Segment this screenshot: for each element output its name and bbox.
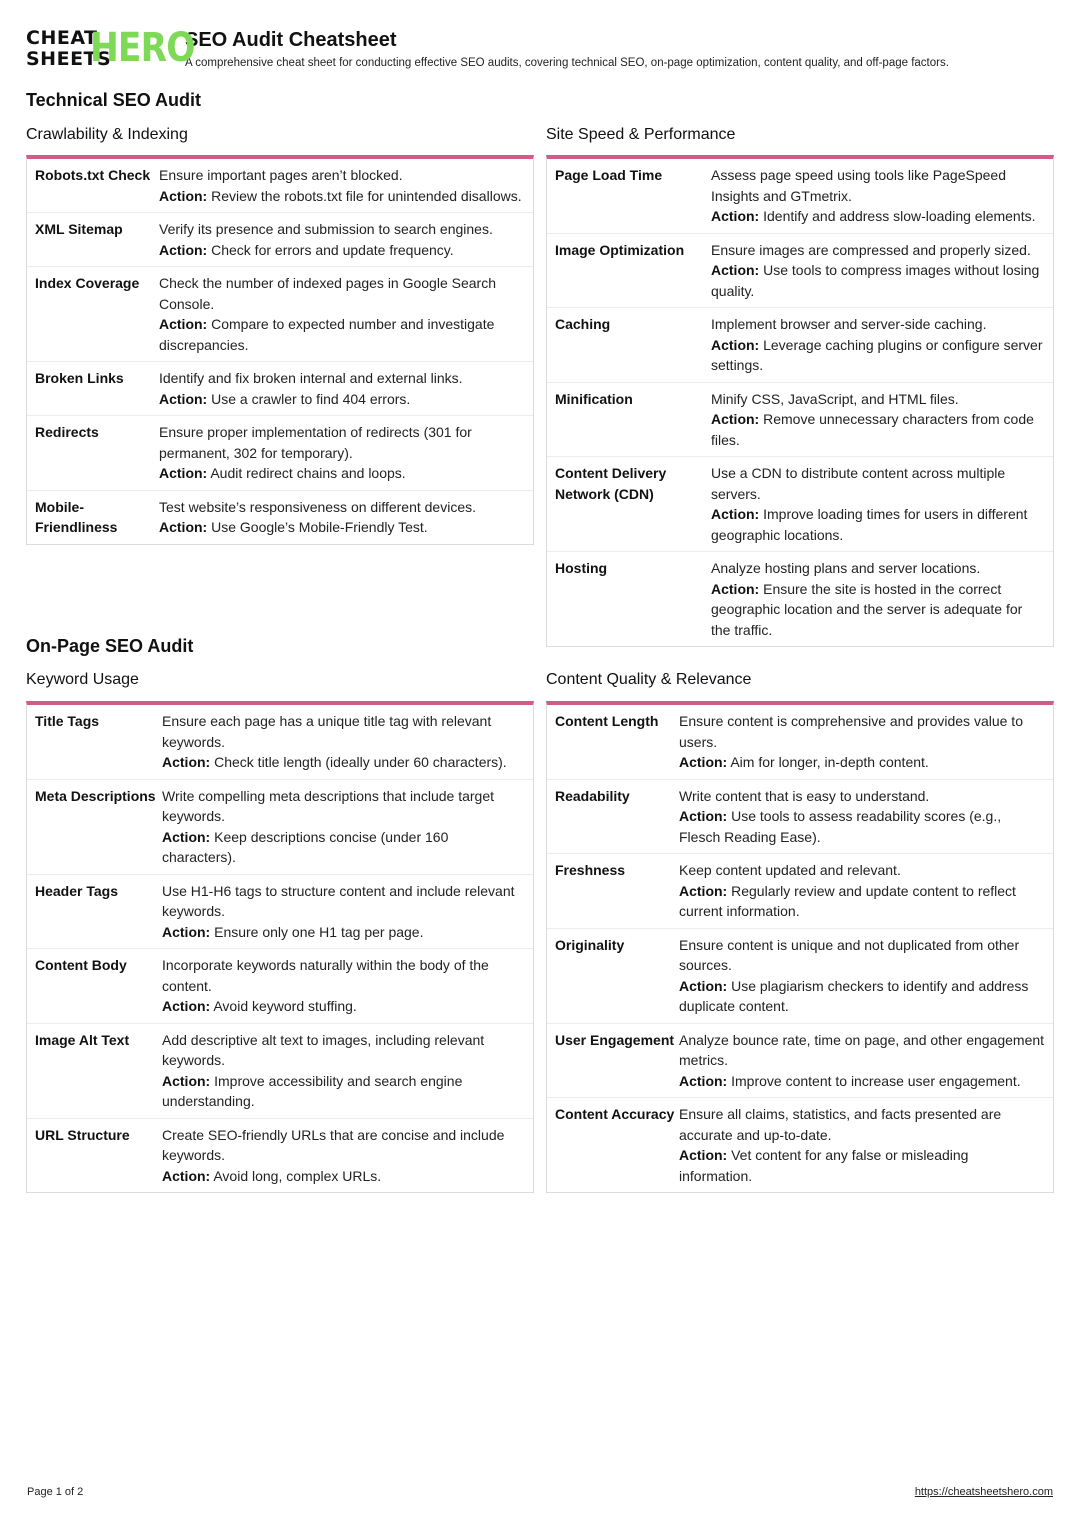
row-description [679,786,1045,848]
row-action [711,335,1045,376]
section-heading-technical: Technical SEO Audit [26,90,202,110]
action-label: Action: [711,336,760,353]
row-description [159,368,525,409]
logo-text-hero: HERO [90,25,195,71]
row-label: Meta Descriptions [35,787,156,804]
row-description [159,165,525,206]
row-label: Header Tags [35,882,118,899]
logo-text-cheat: CHEAT [26,27,98,49]
row-description-text: Analyze hosting plans and server locations. [711,560,981,576]
row-action [162,1166,525,1187]
action-text: Review the robots.txt file for unintended disallows. [211,187,522,204]
row-description [159,219,525,260]
row-label: Readability [555,787,630,804]
action-text: Avoid keyword stuffing. [213,998,357,1014]
table-row [547,1098,1053,1192]
table-row [27,267,533,362]
action-text: Check title length (ideally under 60 characters). [214,754,507,770]
row-label: Redirects [35,424,99,440]
table-row [547,308,1053,383]
row-label: Mobile-Friendliness [35,498,118,535]
action-label: Action: [162,998,211,1014]
action-text: Identify and address slow-loading elements. [763,208,1036,224]
action-text: Check for errors and update frequency. [211,241,454,258]
row-label: Image Alt Text [35,1031,130,1048]
action-text: Remove unnecessary characters from code files. [711,411,1034,448]
table-row [27,949,533,1024]
row-label: Content Delivery Network (CDN) [555,465,667,502]
row-description [679,1030,1045,1092]
action-label: Action: [162,1072,211,1089]
row-description [159,497,525,538]
table-row [27,1024,533,1119]
section-heading-onpage: On-Page SEO Audit [26,636,194,656]
table-row [547,854,1053,929]
card-content-quality [546,701,1054,1193]
row-description-text: Create SEO-friendly URLs that are concise and include keywords. [162,1126,505,1163]
row-description-text: Incorporate keywords naturally within the body of the content. [162,957,489,994]
action-label: Action: [711,262,760,278]
row-label: URL Structure [35,1126,130,1143]
logo-text-sheets: SHEETS [26,48,112,70]
action-label: Action: [711,208,760,224]
table-row [27,705,533,780]
page-title: SEO Audit Cheatsheet [185,29,397,51]
table-row [547,383,1053,458]
row-label: Caching [555,316,611,332]
action-text: Use tools to assess readability scores (e.g., Flesch Reading Ease). [679,808,1002,845]
row-action [679,806,1045,847]
action-text: Leverage caching plugins or configure server settings. [711,336,1043,373]
row-description [159,273,525,355]
action-label: Action: [679,754,728,770]
table-row [547,234,1053,309]
row-description-text: Analyze bounce rate, time on page, and other engagement metrics. [679,1031,1045,1068]
row-label: XML Sitemap [35,221,123,237]
action-text: Use Google’s Mobile-Friendly Test. [211,519,428,535]
action-label: Action: [711,580,760,597]
row-label: Broken Links [35,370,124,386]
row-action [159,186,525,207]
row-description-text: Write content that is easy to understand. [679,787,930,804]
action-label: Action: [679,808,728,824]
row-description-text: Minify CSS, JavaScript, and HTML files. [711,390,959,407]
row-action [162,1071,525,1112]
row-description [711,558,1045,640]
row-description [679,1104,1045,1186]
row-description [711,314,1045,376]
table-row [27,875,533,950]
row-label: Image Optimization [555,241,685,258]
row-description [711,240,1045,302]
action-text: Improve content to increase user engagement. [731,1072,1021,1089]
row-action [159,463,525,484]
action-text: Audit redirect chains and loops. [210,465,406,481]
footer-link[interactable]: https://cheatsheetshero.com [914,1486,1053,1498]
action-label: Action: [711,411,760,427]
action-label: Action: [162,1167,211,1184]
action-text: Vet content for any false or misleading information. [679,1147,969,1184]
row-action [159,389,525,410]
row-label: Content Accuracy [555,1106,675,1122]
row-action [711,504,1045,545]
row-description-text: Identify and fix broken internal and external links. [159,370,463,386]
action-label: Action: [711,506,760,522]
action-text: Improve accessibility and search engine understanding. [162,1072,463,1109]
row-action [711,206,1045,227]
row-description-text: Keep content updated and relevant. [679,862,901,878]
action-label: Action: [679,882,728,899]
row-label: Minification [555,390,633,407]
row-description-text: Assess page speed using tools like PageSpeed Insights and GTmetrix. [711,167,1006,204]
row-label: Content Length [555,713,659,729]
row-description-text: Ensure content is unique and not duplicated from other sources. [679,936,1020,973]
row-label: Robots.txt Check [35,167,151,183]
action-text: Ensure the site is hosted in the correct geographic location and the server is adequate for the traffic. [711,580,1023,638]
row-action [162,922,525,943]
table-row [547,159,1053,234]
action-label: Action: [679,1147,728,1163]
action-text: Regularly review and update content to reflect current information. [679,882,1016,919]
row-description [162,881,525,943]
table-row [547,457,1053,552]
table-row [27,780,533,875]
row-label: Title Tags [35,713,100,729]
row-description-text: Test website’s responsiveness on different devices. [159,498,476,515]
row-description-text: Ensure important pages aren’t blocked. [159,167,403,183]
row-label: Hosting [555,560,608,576]
subheading-crawlability: Crawlability & Indexing [26,126,188,143]
row-description [711,165,1045,227]
table-row [547,780,1053,855]
row-description [162,1030,525,1112]
row-description [679,935,1045,1017]
action-text: Use a crawler to find 404 errors. [211,390,411,407]
row-action [159,517,525,538]
row-action [679,881,1045,922]
action-label: Action: [162,923,211,940]
subheading-keyword-usage: Keyword Usage [26,671,139,688]
row-action [159,240,525,261]
table-row [27,416,533,491]
action-text: Compare to expected number and investigate discrepancies. [159,316,495,353]
row-label: Page Load Time [555,167,663,183]
action-label: Action: [679,977,728,994]
action-label: Action: [162,828,211,845]
table-row [547,705,1053,780]
cheatsheetshero-logo[interactable] [26,25,195,72]
row-label: User Engagement [555,1031,675,1048]
row-action [162,827,525,868]
row-label: Freshness [555,862,626,878]
table-row [27,491,533,544]
table-row [547,552,1053,646]
action-label: Action: [159,465,208,481]
row-label: Content Body [35,957,127,973]
row-action [711,409,1045,450]
page-number: Page 1 of 2 [27,1486,84,1498]
row-description-text: Implement browser and server-side caching. [711,316,987,332]
action-text: Use plagiarism checkers to identify and address duplicate content. [679,977,1029,1014]
action-label: Action: [159,519,208,535]
row-action [162,996,525,1017]
row-action [679,1071,1045,1092]
row-description [711,463,1045,545]
row-description-text: Ensure proper implementation of redirects (301 for permanent, 302 for temporary). [159,424,472,461]
action-label: Action: [162,754,211,770]
row-description-text: Ensure images are compressed and properly sized. [711,241,1031,258]
row-description-text: Verify its presence and submission to search engines. [159,221,493,237]
row-action [679,976,1045,1017]
row-description-text: Use a CDN to distribute content across multiple servers. [711,465,1006,502]
subheading-content-quality: Content Quality & Relevance [546,671,752,688]
row-action [162,752,525,773]
row-action [679,752,1045,773]
row-description-text: Check the number of indexed pages in Google Search Console. [159,275,496,312]
row-description [679,860,1045,922]
card-site-speed [546,155,1054,647]
table-row [547,1024,1053,1099]
row-description [162,786,525,868]
action-label: Action: [159,390,208,407]
action-text: Keep descriptions concise (under 160 characters). [162,828,449,865]
row-description-text: Use H1-H6 tags to structure content and include relevant keywords. [162,882,515,919]
action-label: Action: [679,1072,728,1089]
row-description [711,389,1045,451]
row-description [679,711,1045,773]
page-header [26,26,949,72]
action-text: Improve loading times for users in different geographic locations. [711,506,1028,543]
table-row [27,213,533,267]
table-row [27,159,533,213]
row-description-text: Add descriptive alt text to images, including relevant keywords. [162,1031,485,1068]
row-description-text: Ensure all claims, statistics, and facts presented are accurate and up-to-date. [679,1106,1002,1143]
row-action [711,260,1045,301]
row-description-text: Ensure content is comprehensive and provides value to users. [679,713,1023,750]
row-description [159,422,525,484]
action-text: Aim for longer, in-depth content. [730,754,929,770]
row-description-text: Ensure each page has a unique title tag with relevant keywords. [162,713,492,750]
page-subtitle: A comprehensive cheat sheet for conducting effective SEO audits, covering technical SEO, on-page optimization, content quality, and off-page factors. [185,57,949,69]
card-crawlability [26,155,534,545]
card-keyword-usage [26,701,534,1193]
table-row [547,929,1053,1024]
table-row [27,1119,533,1193]
row-description [162,1125,525,1187]
title-block [185,28,949,69]
row-action [679,1145,1045,1186]
row-action [711,579,1045,641]
action-text: Avoid long, complex URLs. [213,1167,382,1184]
action-label: Action: [159,187,208,204]
row-description [162,955,525,1017]
row-description-text: Write compelling meta descriptions that include target keywords. [162,787,495,824]
subheading-site-speed: Site Speed & Performance [546,126,736,143]
action-text: Use tools to compress images without losing quality. [711,262,1040,299]
row-description [162,711,525,773]
action-label: Action: [159,316,208,332]
table-row [27,362,533,416]
row-action [159,314,525,355]
row-label: Index Coverage [35,275,140,291]
row-label: Originality [555,936,625,953]
action-label: Action: [159,241,208,258]
action-text: Ensure only one H1 tag per page. [214,923,424,940]
